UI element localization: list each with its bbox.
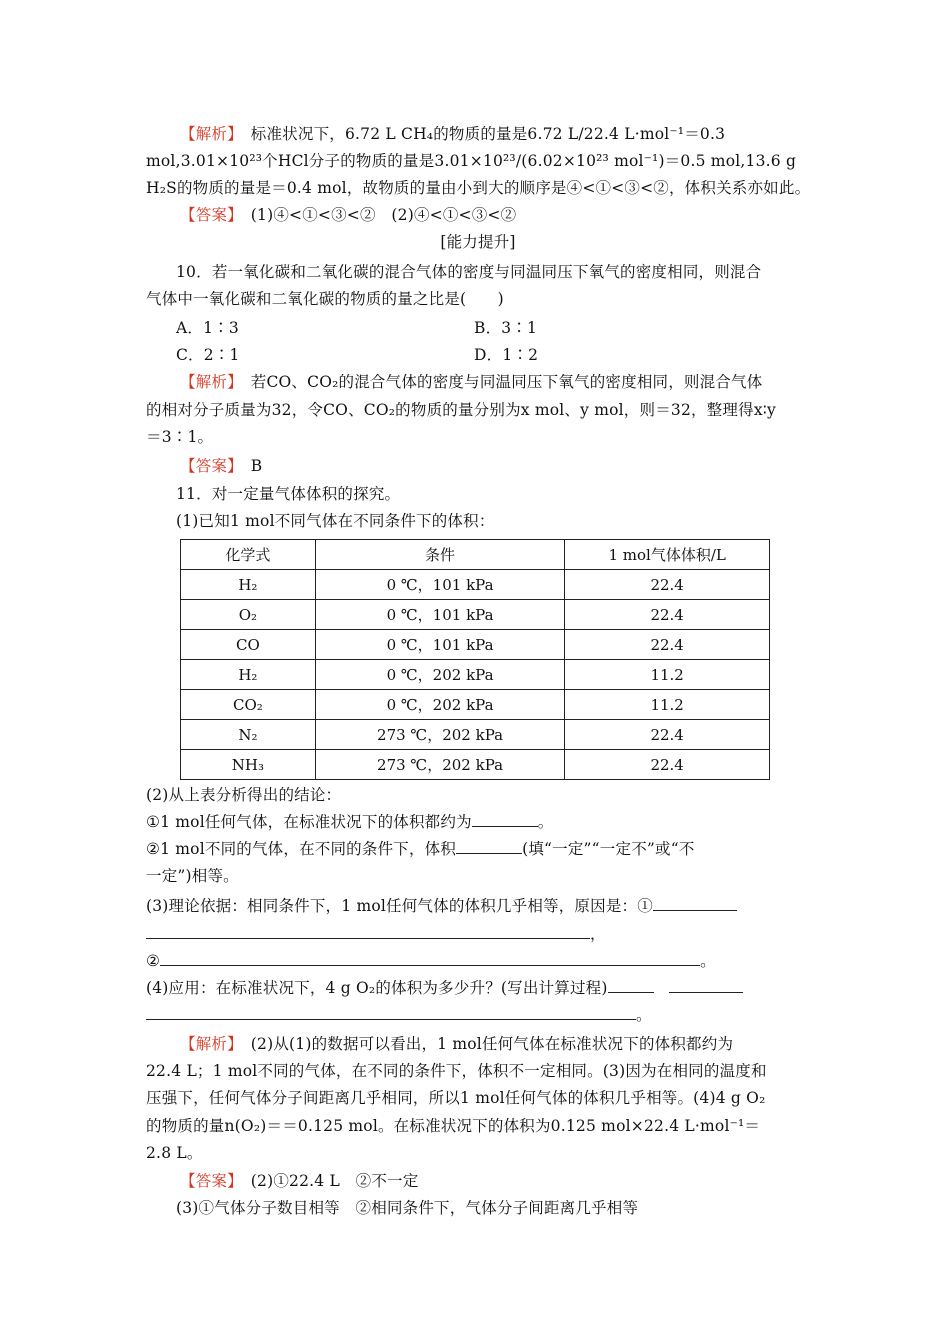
q11-analysis-line3: 压强下，任何气体分子间距离几乎相同，所以1 mol任何气体的体积几乎相等。(4)4 g O₂ <box>146 1089 766 1107</box>
table-row <box>181 690 770 720</box>
q11-part4: (4)应用：在标准状况下，4 g O₂的体积为多少升？(写出计算过程) <box>146 978 810 998</box>
q11-analysis-line5: 2.8 L。 <box>146 1144 203 1162</box>
table-cell: H₂ <box>181 660 316 690</box>
table-cell: 22.4 <box>565 750 770 780</box>
table-cell: 0 ℃，101 kPa <box>315 570 565 600</box>
q11-part3-line2: ， <box>146 924 810 944</box>
table-header-cell: 化学式 <box>181 540 316 570</box>
q11-analysis-line1: 【解析】 (2)从(1)的数据可以看出，1 mol任何气体在标准状况下的体积都约为 <box>180 1035 734 1053</box>
answer-blank[interactable] <box>653 896 737 911</box>
section-title: [能力提升] <box>440 233 516 251</box>
table-cell: 0 ℃，202 kPa <box>315 660 565 690</box>
table-row <box>181 600 770 630</box>
q10-analysis-line2: 的相对分子质量为32，令CO、CO₂的物质的量分别为x mol、y mol，则＝32，整理得x∶y <box>146 401 776 419</box>
q10-option-d: D．1∶2 <box>474 346 539 364</box>
q11-part2-item2-cont: 一定”)相等。 <box>146 867 239 885</box>
table-cell: 0 ℃，101 kPa <box>315 630 565 660</box>
q11-analysis-line4: 的物质的量n(O₂)＝＝0.125 mol。在标准状况下的体积为0.125 mol×22.4 L·mol⁻¹＝ <box>146 1117 761 1135</box>
q10-analysis-line1: 【解析】 若CO、CO₂的混合气体的密度与同温同压下氧气的密度相同，则混合气体 <box>180 373 763 391</box>
q11-answer-line2: (3)①气体分子数目相等 ②相同条件下，气体分子间距离几乎相等 <box>176 1199 639 1217</box>
table-cell: 273 ℃，202 kPa <box>315 750 565 780</box>
table-cell: 11.2 <box>565 690 770 720</box>
table-cell: 22.4 <box>565 630 770 660</box>
table-row <box>181 720 770 750</box>
answer-blank[interactable] <box>669 978 743 993</box>
table-cell: 22.4 <box>565 600 770 630</box>
table-row <box>181 630 770 660</box>
q9-analysis-line3: H₂S的物质的量是＝0.4 mol，故物质的量由小到大的顺序是④<①<③<②，体积关系亦如此。 <box>146 179 811 197</box>
answer-tag: 【答案】 <box>180 1172 236 1190</box>
table-cell: 273 ℃，202 kPa <box>315 720 565 750</box>
answer-blank[interactable] <box>608 978 654 993</box>
q10-answer: 【答案】 B <box>180 457 263 475</box>
answer-blank[interactable] <box>146 1005 636 1020</box>
analysis-tag: 【解析】 <box>180 373 236 391</box>
q11-part2-item1: ①1 mol任何气体，在标准状况下的体积都约为 。 <box>146 813 554 831</box>
q11-part2-item2: ②1 mol不同的气体，在不同的条件下，体积 (填“一定”“一定不”或“不 <box>146 840 695 858</box>
q9-answer: 【答案】 (1)④<①<③<② (2)④<①<③<② <box>180 206 517 224</box>
q11-part4-line2: 。 <box>146 1005 810 1025</box>
q11-part3-line3: ② 。 <box>146 952 716 970</box>
table-cell: 22.4 <box>565 720 770 750</box>
gas-volume-table <box>180 539 770 780</box>
q9-analysis-line1: 【解析】 标准状况下，6.72 L CH₄的物质的量是6.72 L/22.4 L·mol⁻¹＝0.3 <box>180 125 726 143</box>
table-cell: 22.4 <box>565 570 770 600</box>
answer-blank[interactable] <box>472 812 538 827</box>
table-cell: 0 ℃，202 kPa <box>315 690 565 720</box>
table-row <box>181 660 770 690</box>
q10-stem-line1: 10．若一氧化碳和二氧化碳的混合气体的密度与同温同压下氧气的密度相同，则混合 <box>176 263 762 281</box>
table-cell: O₂ <box>181 600 316 630</box>
analysis-tag: 【解析】 <box>180 1035 236 1053</box>
q11-analysis-line2: 22.4 L；1 mol不同的气体，在不同的条件下，体积不一定相同。(3)因为在相同的温度和 <box>146 1062 767 1080</box>
q9-analysis-line2: mol,3.01×10²³个HCl分子的物质的量是3.01×10²³/(6.02×10²³ mol⁻¹)＝0.5 mol,13.6 g <box>146 152 797 170</box>
answer-tag: 【答案】 <box>180 457 236 475</box>
table-row <box>181 570 770 600</box>
table-header-row <box>181 540 770 570</box>
table-header-cell: 条件 <box>315 540 565 570</box>
table-row <box>181 750 770 780</box>
answer-blank[interactable] <box>146 924 590 939</box>
analysis-tag: 【解析】 <box>180 125 236 143</box>
answer-blank[interactable] <box>456 839 522 854</box>
q11-part1: (1)已知1 mol不同气体在不同条件下的体积： <box>176 512 495 530</box>
table-cell: CO <box>181 630 316 660</box>
answer-blank[interactable] <box>160 951 700 966</box>
q10-option-c: C．2∶1 <box>176 346 240 364</box>
q10-option-a: A．1∶3 <box>176 319 239 337</box>
table-cell: NH₃ <box>181 750 316 780</box>
q11-answer: 【答案】 (2)①22.4 L ②不一定 <box>180 1172 419 1190</box>
q10-analysis-line3: ＝3∶1。 <box>146 428 214 446</box>
q10-stem-line2: 气体中一氧化碳和二氧化碳的物质的量之比是( ) <box>146 290 504 308</box>
table-cell: CO₂ <box>181 690 316 720</box>
table-cell: 11.2 <box>565 660 770 690</box>
table-cell: N₂ <box>181 720 316 750</box>
answer-tag: 【答案】 <box>180 206 236 224</box>
q10-option-b: B．3∶1 <box>474 319 538 337</box>
q11-part2: (2)从上表分析得出的结论： <box>146 786 342 804</box>
table-header-cell: 1 mol气体体积/L <box>565 540 770 570</box>
table-cell: H₂ <box>181 570 316 600</box>
q11-stem: 11．对一定量气体体积的探究。 <box>176 485 401 503</box>
q11-part3: (3)理论依据：相同条件下，1 mol任何气体的体积几乎相等，原因是：① <box>146 896 810 916</box>
table-cell: 0 ℃，101 kPa <box>315 600 565 630</box>
